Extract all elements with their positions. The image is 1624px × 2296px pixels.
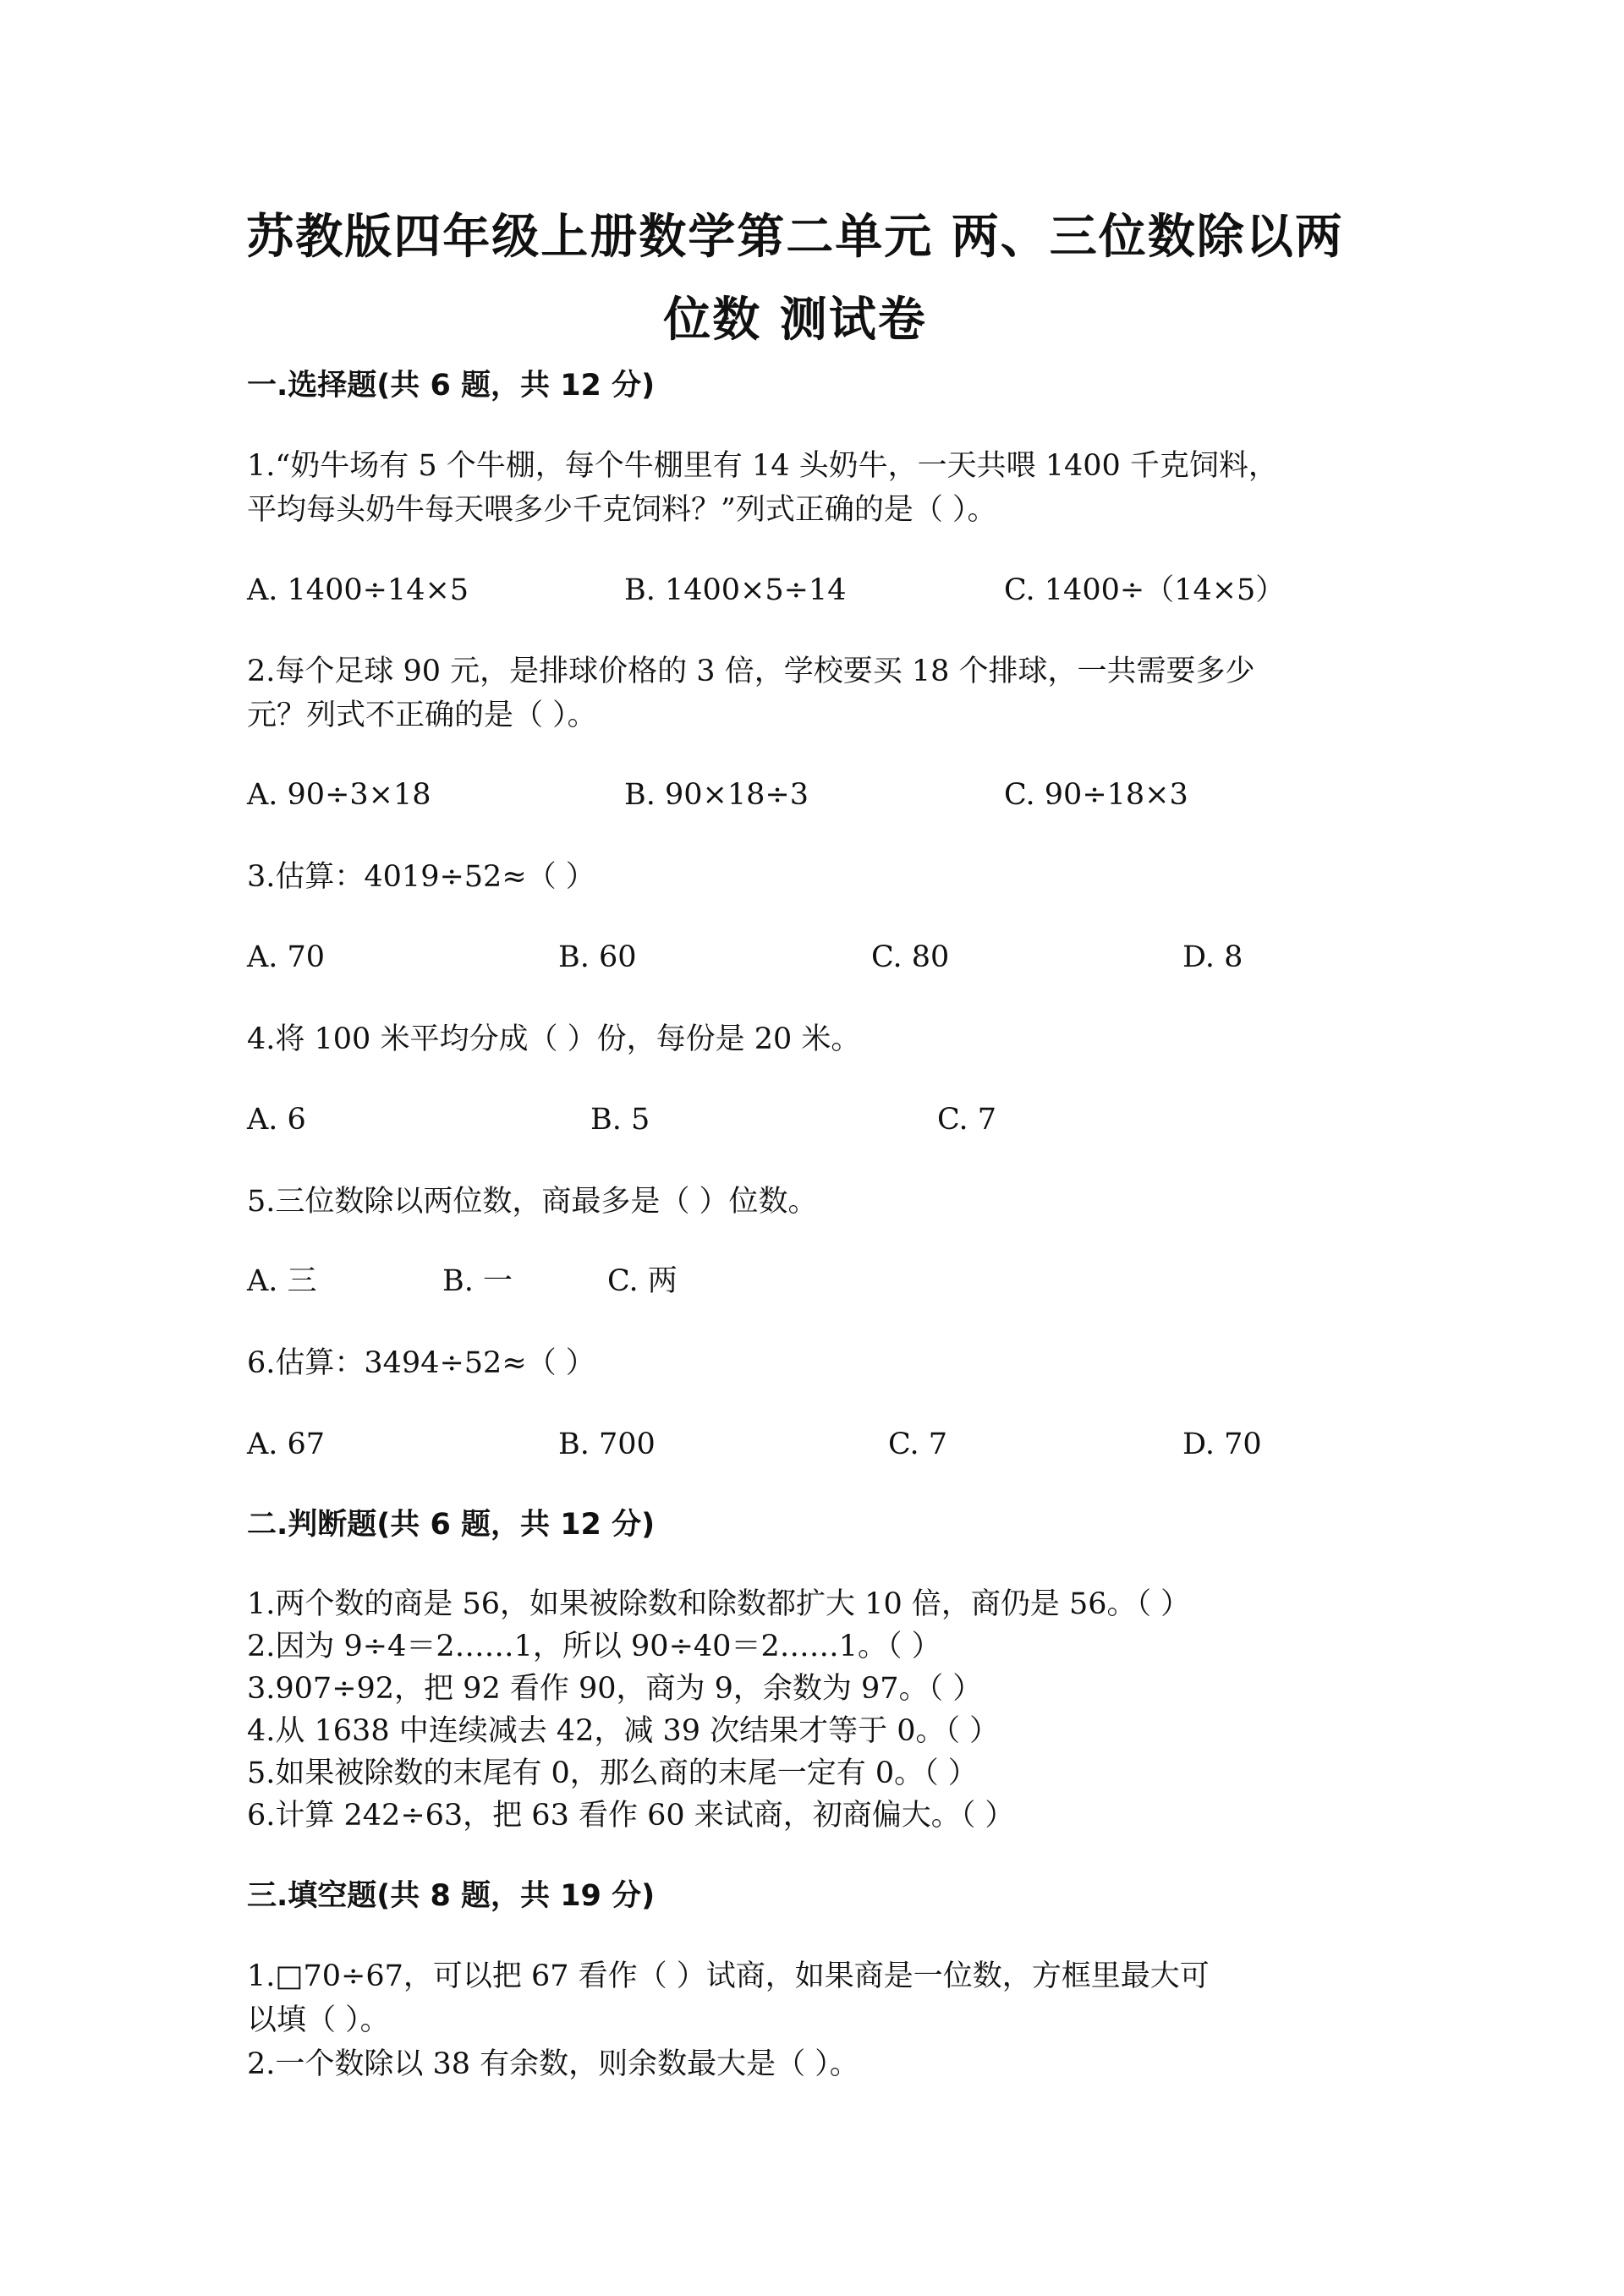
choice-q3-option-d: D. 8: [1182, 940, 1243, 974]
judge-item-5: 5.如果被除数的末尾有 0，那么商的末尾一定有 0。（ ）: [247, 1756, 978, 1790]
section-heading-choice: 一.选择题(共 6 题，共 12 分): [247, 369, 656, 403]
question-line: 1.□70÷67，可以把 67 看作（ ）试商，如果商是一位数，方框里最大可: [247, 1959, 1210, 1993]
question-line: 平均每头奶牛每天喂多少千克饲料？”列式正确的是（ ）。: [247, 493, 997, 527]
fill-question-2: [247, 2042, 1414, 2086]
question-line: 6.估算：3494÷52≈（ ）: [247, 1346, 595, 1380]
choice-q1-option-c: C. 1400÷（14×5）: [1004, 573, 1286, 607]
choice-q3-option-a: A. 70: [247, 940, 326, 974]
choice-q5-option-b: B. 一: [442, 1264, 513, 1298]
choice-question-3: [247, 855, 1414, 899]
choice-question-4: [247, 1017, 1414, 1061]
choice-q2-option-b: B. 90×18÷3: [624, 778, 809, 812]
choice-q6-option-b: B. 700: [558, 1427, 656, 1461]
question-line: 5.三位数除以两位数，商最多是（ ）位数。: [247, 1185, 818, 1219]
choice-question-1: [247, 444, 1414, 532]
choice-q4-option-a: A. 6: [247, 1103, 306, 1137]
section-heading-fill: 三.填空题(共 8 题，共 19 分): [247, 1879, 656, 1913]
choice-q1-option-a: A. 1400÷14×5: [247, 573, 469, 607]
question-line: 2.一个数除以 38 有余数，则余数最大是（ ）。: [247, 2047, 859, 2081]
question-line: 元？列式不正确的是（ ）。: [247, 699, 597, 732]
judge-item-1: 1.两个数的商是 56，如果被除数和除数都扩大 10 倍，商仍是 56。（ ）: [247, 1587, 1191, 1621]
question-line: 4.将 100 米平均分成（ ）份，每份是 20 米。: [247, 1022, 861, 1056]
choice-q6-option-c: C. 7: [888, 1427, 948, 1461]
judge-item-3: 3.907÷92，把 92 看作 90，商为 9，余数为 97。（ ）: [247, 1672, 983, 1706]
page-title-line-1: 苏教版四年级上册数学第二单元 两、三位数除以两: [246, 210, 1344, 265]
choice-q6-option-d: D. 70: [1182, 1427, 1262, 1461]
choice-q5-option-a: A. 三: [247, 1264, 317, 1298]
judge-item-4: 4.从 1638 中连续减去 42，减 39 次结果才等于 0。（ ）: [247, 1714, 1000, 1748]
question-line: 3.估算：4019÷52≈（ ）: [247, 860, 595, 894]
choice-question-2: [247, 649, 1414, 737]
choice-q3-option-c: C. 80: [871, 940, 950, 974]
choice-q2-option-a: A. 90÷3×18: [247, 778, 431, 812]
page-title-line-2: 位数 测试卷: [663, 293, 927, 348]
choice-q6-option-a: A. 67: [247, 1427, 326, 1461]
judge-item-6: 6.计算 242÷63，把 63 看作 60 来试商，初商偏大。（ ）: [247, 1799, 1015, 1833]
question-line: 以填（ ）。: [247, 2003, 390, 2037]
fill-question-1: [247, 1954, 1414, 2042]
choice-question-6: [247, 1341, 1414, 1385]
choice-q4-option-b: B. 5: [590, 1103, 650, 1137]
page-title: [211, 196, 1379, 362]
choice-q2-option-c: C. 90÷18×3: [1004, 778, 1188, 812]
choice-q3-option-b: B. 60: [558, 940, 637, 974]
section-heading-judge: 二.判断题(共 6 题，共 12 分): [247, 1508, 656, 1542]
question-line: 1.“奶牛场有 5 个牛棚，每个牛棚里有 14 头奶牛，一天共喂 1400 千克饲料，: [247, 449, 1278, 483]
judge-item-2: 2.因为 9÷4＝2……1，所以 90÷40＝2……1。（ ）: [247, 1630, 941, 1663]
choice-question-5: [247, 1180, 1414, 1224]
question-line: 2.每个足球 90 元，是排球价格的 3 倍，学校要买 18 个排球，一共需要多少: [247, 655, 1255, 688]
choice-q1-option-b: B. 1400×5÷14: [624, 573, 847, 607]
choice-q5-option-c: C. 两: [607, 1264, 678, 1298]
choice-q4-option-c: C. 7: [937, 1103, 997, 1137]
